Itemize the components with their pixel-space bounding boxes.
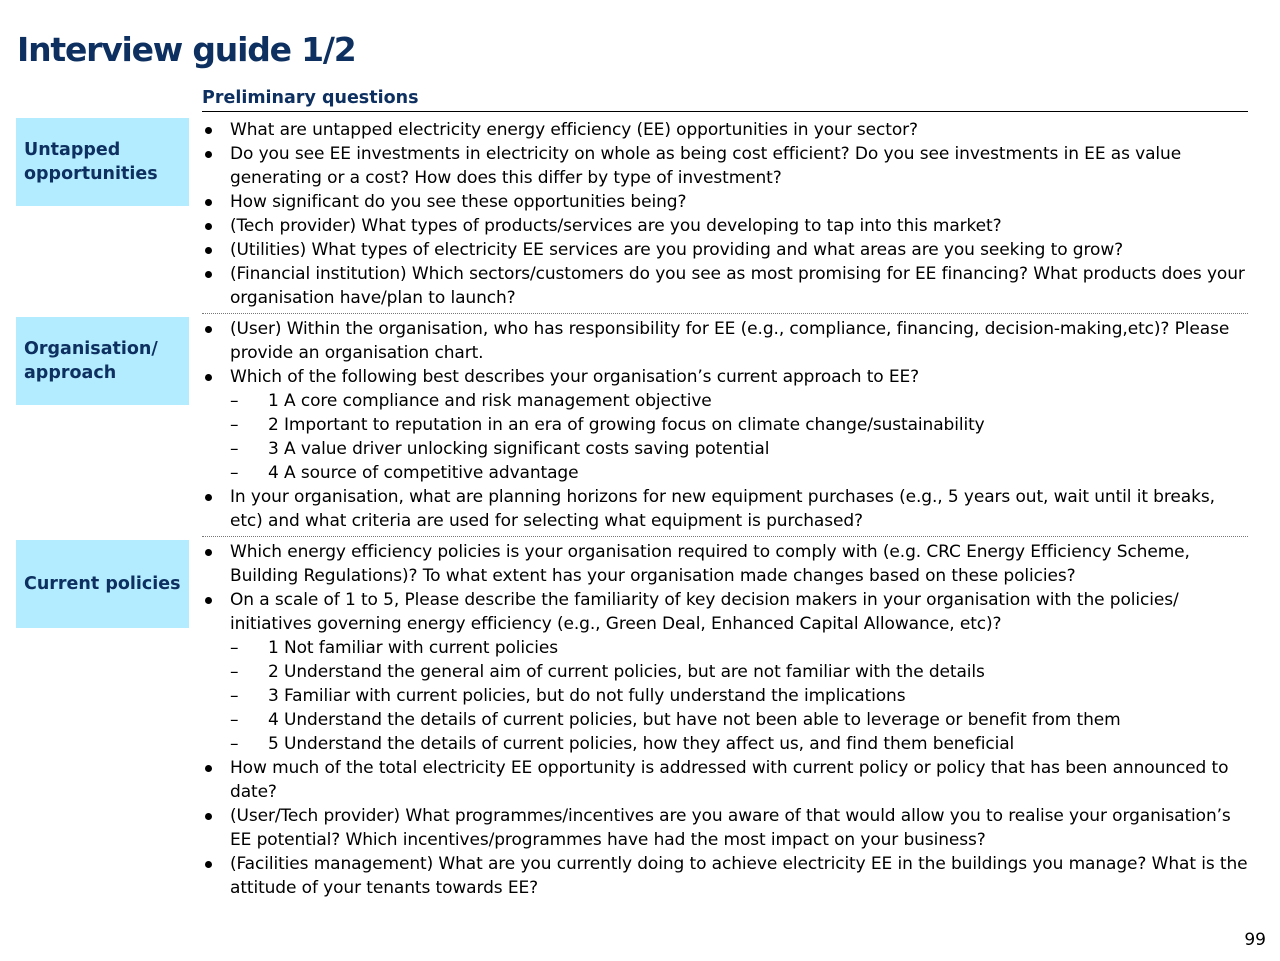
question-item: (Tech provider) What types of products/services are you developing to tap into this market?: [202, 214, 1248, 238]
answer-option: – 5 Understand the details of current policies, how they affect us, and find them beneficial: [202, 732, 1248, 756]
question-list: [202, 540, 1248, 900]
answer-option: – 1 A core compliance and risk management objective: [202, 389, 1248, 413]
section-organisation-approach: [202, 317, 1248, 537]
section-current-policies: [202, 540, 1248, 900]
question-list: [202, 317, 1248, 533]
answer-option: – 1 Not familiar with current policies: [202, 636, 1248, 660]
question-item: How much of the total electricity EE opportunity is addressed with current policy or policy that has been announced to date?: [202, 756, 1248, 804]
question-list: [202, 118, 1248, 310]
page-title: Interview guide 1/2: [17, 30, 356, 69]
answer-option: – 3 Familiar with current policies, but do not fully understand the implications: [202, 684, 1248, 708]
answer-option: – 3 A value driver unlocking significant costs saving potential: [202, 437, 1248, 461]
answer-option: – 2 Important to reputation in an era of growing focus on climate change/sustainability: [202, 413, 1248, 437]
question-item: On a scale of 1 to 5, Please describe the familiarity of key decision makers in your organisation with the policies/ initiatives governing energy efficiency (e.g., Green Deal, Enhanced Capital Allowance, etc)?: [202, 588, 1248, 636]
answer-option: – 2 Understand the general aim of current policies, but are not familiar with the details: [202, 660, 1248, 684]
question-item: (Utilities) What types of electricity EE services are you providing and what areas are you seeking to grow?: [202, 238, 1248, 262]
section-header: Preliminary questions: [202, 87, 1248, 112]
label-organisation-approach: Organisation/ approach: [16, 317, 189, 405]
question-item: (Facilities management) What are you currently doing to achieve electricity EE in the buildings you manage? What is the attitude of your tenants towards EE?: [202, 852, 1248, 900]
question-item: (User) Within the organisation, who has responsibility for EE (e.g., compliance, financing, decision-making,etc)? Please provide an organisation chart.: [202, 317, 1248, 365]
question-item: How significant do you see these opportunities being?: [202, 190, 1248, 214]
label-current-policies: Current policies: [16, 540, 189, 628]
page-number: 99: [1244, 930, 1266, 950]
question-item: (User/Tech provider) What programmes/incentives are you aware of that would allow you to realise your organisation’s EE potential? Which incentives/programmes have had the most impact on your business?: [202, 804, 1248, 852]
section-untapped-opportunities: [202, 118, 1248, 314]
question-item: Which of the following best describes your organisation’s current approach to EE?: [202, 365, 1248, 389]
answer-option: – 4 A source of competitive advantage: [202, 461, 1248, 485]
label-untapped-opportunities: Untapped opportunities: [16, 118, 189, 206]
question-item: In your organisation, what are planning horizons for new equipment purchases (e.g., 5 years out, wait until it breaks, etc) and what criteria are used for selecting what equipment is purchased?: [202, 485, 1248, 533]
question-item: What are untapped electricity energy efficiency (EE) opportunities in your sector?: [202, 118, 1248, 142]
question-item: Which energy efficiency policies is your organisation required to comply with (e.g. CRC Energy Efficiency Scheme, Building Regulations)? To what extent has your organisation made changes based on these policies?: [202, 540, 1248, 588]
question-item: Do you see EE investments in electricity on whole as being cost efficient? Do you see investments in EE as value generating or a cost? How does this differ by type of investment?: [202, 142, 1248, 190]
answer-option: – 4 Understand the details of current policies, but have not been able to leverage or benefit from them: [202, 708, 1248, 732]
question-item: (Financial institution) Which sectors/customers do you see as most promising for EE financing? What products does your organisation have/plan to launch?: [202, 262, 1248, 310]
